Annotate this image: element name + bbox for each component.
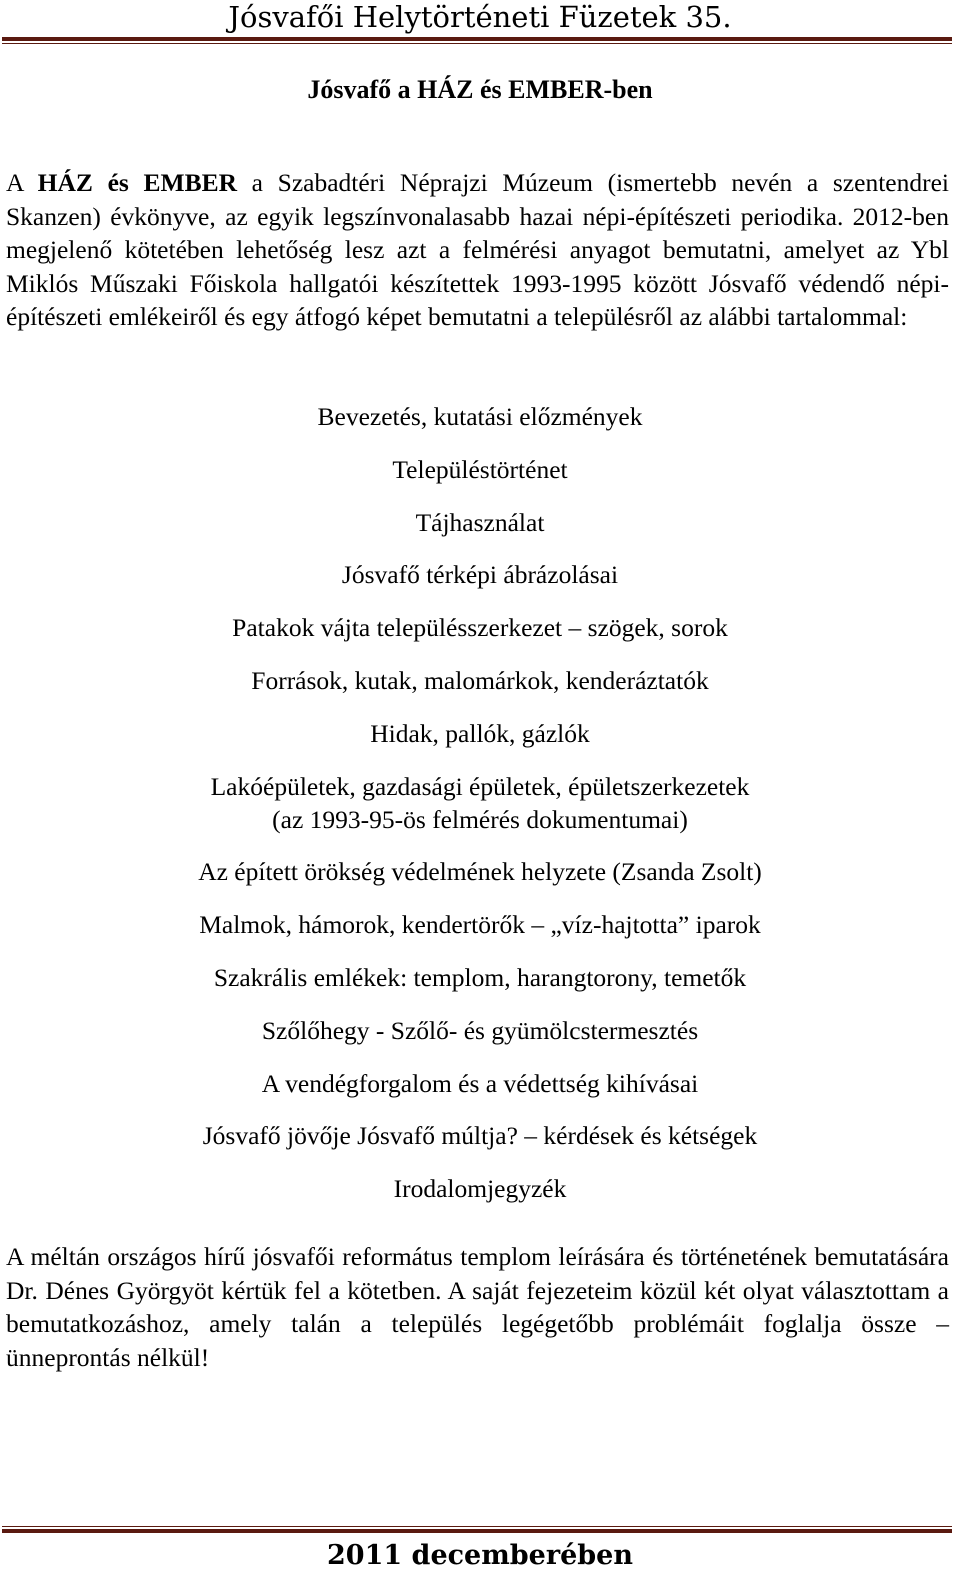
- contents-item: Források, kutak, malomárkok, kenderáztatók: [251, 665, 709, 695]
- contents-list: [0, 400, 960, 1225]
- contents-item: Jósvafő jövője Jósvafő múltja? – kérdések és kétségek: [202, 1121, 758, 1151]
- contents-item: Tájhasználat: [415, 507, 545, 537]
- contents-item: Hidak, pallók, gázlók: [370, 718, 590, 748]
- intro-prefix: A: [6, 168, 38, 197]
- article-title: Jósvafő a HÁZ és EMBER-ben: [307, 75, 653, 104]
- contents-item: Településtörténet: [392, 454, 568, 484]
- contents-item: Jósvafő térképi ábrázolásai: [341, 560, 619, 590]
- contents-item: Szőlőhegy - Szőlő- és gyümölcstermesztés: [261, 1015, 699, 1045]
- intro-text: a Szabadtéri Néprajzi Múzeum (ismertebb nevén a szentendrei Skanzen) évkönyve, az egyik legszínvonalasabb hazai népi-építészeti periodika. 2012-ben megjelenő kötetében lehetőség lesz azt a felmérési anyagot bemutatni, amelyet az Ybl Miklós Műszaki Főiskola hallgatói készítettek 1993-1995 között Jósvafő védendő népi-építészeti emlékeiről és egy átfogó képet bemutatni a településről az alábbi tartalommal:: [6, 168, 949, 332]
- contents-item: Patakok vájta településszerkezet – szögek, sorok: [232, 613, 728, 643]
- contents-item-subline: (az 1993-95-ös felmérés dokumentumai): [272, 804, 688, 834]
- intro-paragraph: [6, 166, 949, 334]
- footer-date: 2011 decemberében: [327, 1540, 633, 1571]
- header-rule: [2, 37, 952, 44]
- contents-item: Bevezetés, kutatási előzmények: [317, 402, 643, 431]
- closing-paragraph: A méltán országos hírű jósvafői református templom leírására és történetének bemutatására Dr. Dénes Györgyöt kértük fel a kötetben. A saját fejezeteim közül két olyat választottam a bemutatkozáshoz, amely talán a település legégetőbb problémáit foglalja össze – ünneprontás nélkül!: [6, 1242, 949, 1372]
- contents-item: A vendégforgalom és a védettség kihívásai: [261, 1068, 699, 1098]
- running-header: Jósvafői Helytörténeti Füzetek 35.: [228, 0, 732, 34]
- contents-item: Szakrális emlékek: templom, harangtorony, temetők: [213, 962, 747, 992]
- contents-item: Az épített örökség védelmének helyzete (Zsanda Zsolt): [198, 857, 762, 887]
- footer-rule: [2, 1526, 952, 1533]
- contents-item: Malmok, hámorok, kendertörők – „víz-hajtotta” iparok: [199, 910, 761, 940]
- journal-name: HÁZ és EMBER: [37, 168, 237, 197]
- contents-item: Irodalomjegyzék: [393, 1174, 567, 1204]
- contents-item: Lakóépületek, gazdasági épületek, épületszerkezetek (az 1993-95-ös felmérés dokumentumai): [0, 770, 960, 836]
